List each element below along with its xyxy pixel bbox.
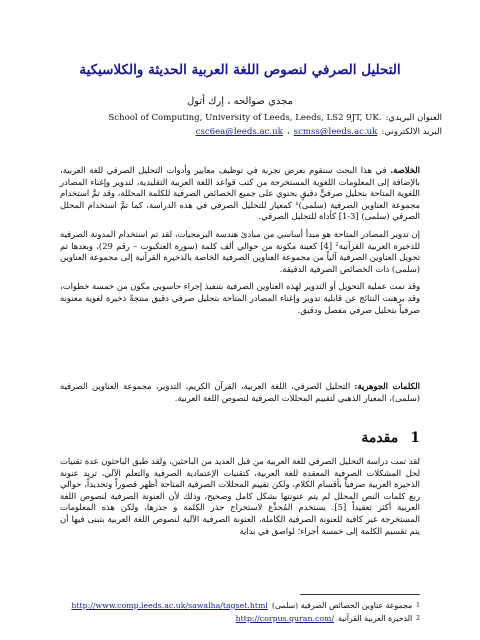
postal-address-value: School of Computing, University of Leeds, Leeds, LS2 9JT, UK. <box>108 113 382 123</box>
footnote-1-number: 1 <box>416 602 420 609</box>
abstract-paragraph-1 <box>60 165 420 223</box>
contact-block <box>22 111 442 139</box>
email-link-2[interactable]: csc6ea@leeds.ac.uk <box>195 127 283 137</box>
footnote-1-text: مجموعة عناوين الخصائص الصرفية (سلمى) <box>271 601 413 610</box>
keywords-label: الكلمات الجوهرية: <box>354 381 421 391</box>
paper-title: التحليل الصرفي لنصوص اللغة العربية الحديثة والكلاسيكية <box>79 62 401 78</box>
section-heading <box>60 430 420 446</box>
authors: مجدي صوالحه ، إرك أتول <box>187 96 293 107</box>
footnote-2-link[interactable]: http://corpus.quran.com/ <box>235 614 335 623</box>
abstract-paragraph-2: إن تدوير المصادر المتاحة هو مبدأ أساسي من مبادئ هندسة البرمجيات، لقد تم استخدام المدونة الصرفية للذخيرة العربية القرآنية² [4] كعينة مكونة من حوالي ألف كلمة (سورة العنكبوت – رقم 29)، وبعدها تم تحويل العناوين الصرفية آلياً من مجموعة العناوين الصرفية الخاصة بالذخيرة القرآنية إلى مجموعة العناوين (سلمى) ذات الخصائص الصرفية الدقيقة. <box>60 228 420 274</box>
introduction-paragraph: لقد تمت دراسة التحليل الصرفي للغة العربية من قبل العديد من الباحثين، ولقد طبق الباحثون عدة تقنيات لحل المشكلات الصرفية المعقدة للغة العربية، كتقنيات الإعتمادية الصرفية والتعلم الآلي، تريد عنونة الذخيرة العربية صرفياً بأقسام الكلام، ولكن تقييم المحللات الصرفية المتاحة أظهر قصوراً وتحديداً، حوالي ربع كلمات النص المحلل لم يتم عنونتها بشكل كامل وصحيح، وذلك لأن العنونة الصرفية لنصوص اللغة العربية أكثر تعقيداً [5]. يستخدم المُجذِّع لاستخراج جذر الكلمة و جذرها، ولكن هذه المعلومات المستخرجة غير كافية للعنونة الصرفية الكاملة، العنونة الصرفية الآلية لنصوص اللغة العربية بتبنى فيها أن يتم تقسيم الكلمة إلى خمسة أجزاء؛ لواصق في بداية <box>60 456 420 536</box>
abstract <box>60 165 420 322</box>
abstract-text-1: في هذا البحث سنقوم بعرض تجربة في توظيف معايير وأدوات التحليل الصرفي للغة العربية، بالإضافة إلى المعلومات اللغوية المستخرجة من كتب قواعد اللغة العربية التقليدية، لتدوير وإغناء المصادر اللغوية المتاحة بتحليل صرفيٍّ دقيقٍ يحتوي على جميع الخصائص الصرفية للكلمة المحللة، وقد تمَّ استخدام مجموعة العناوين الصرفية (سلمى)¹ كمعيار للتحليل الصرفي في هذه الدراسة، كما تمَّ استخدام المحلل الصرفي (سلمى) [3-1] كأداة للتحليل الصرفي. <box>60 165 420 222</box>
footnote-2-number: 2 <box>416 615 420 622</box>
footnote-1-link[interactable]: http://www.comp.leeds.ac.uk/sawalha/tagset.html <box>71 601 268 610</box>
keywords-text: التحليل الصرفي، اللغة العربية، القرآن الكريم، التدوير، مجموعة العناوين الصرفية (سلمى)، المعيار الذهبي لتقييم المحللات الصرفية لنصوص اللغة العربية. <box>60 381 420 403</box>
footnote-1 <box>60 600 420 611</box>
abstract-heading: الخلاصة. <box>390 165 420 175</box>
footnote-2-text: الذخيرة العربية القرآنية <box>338 614 413 623</box>
email-label: البريد الالكتروني: <box>381 127 442 137</box>
section-title: مقدمة <box>361 430 399 446</box>
email-row <box>22 125 442 139</box>
email-separator: ، <box>286 127 290 137</box>
keywords <box>60 380 420 404</box>
footnote-divider <box>300 594 420 595</box>
footnote-2 <box>60 613 420 624</box>
email-link-1[interactable]: scmss@leeds.ac.uk <box>293 127 378 137</box>
abstract-paragraph-3: وقد تمت عملية التحويل أو التدوير لهذه العناوين الصرفية بتنفيذ إجراء حاسوبي مكون من خمسة خطوات، وقد برهنت النتائج عن قابلية تدوير وإغناء المصادر المتاحة بتحليل صرفي دقيق منتجةً ذخيرة لغوية معنونة صرفياً بتحليل صرفي مفصل ودقيق. <box>60 281 420 315</box>
postal-address-label: العنوان البريدي: <box>385 113 442 123</box>
section-number: 1 <box>410 430 420 446</box>
postal-address-row <box>22 111 442 125</box>
